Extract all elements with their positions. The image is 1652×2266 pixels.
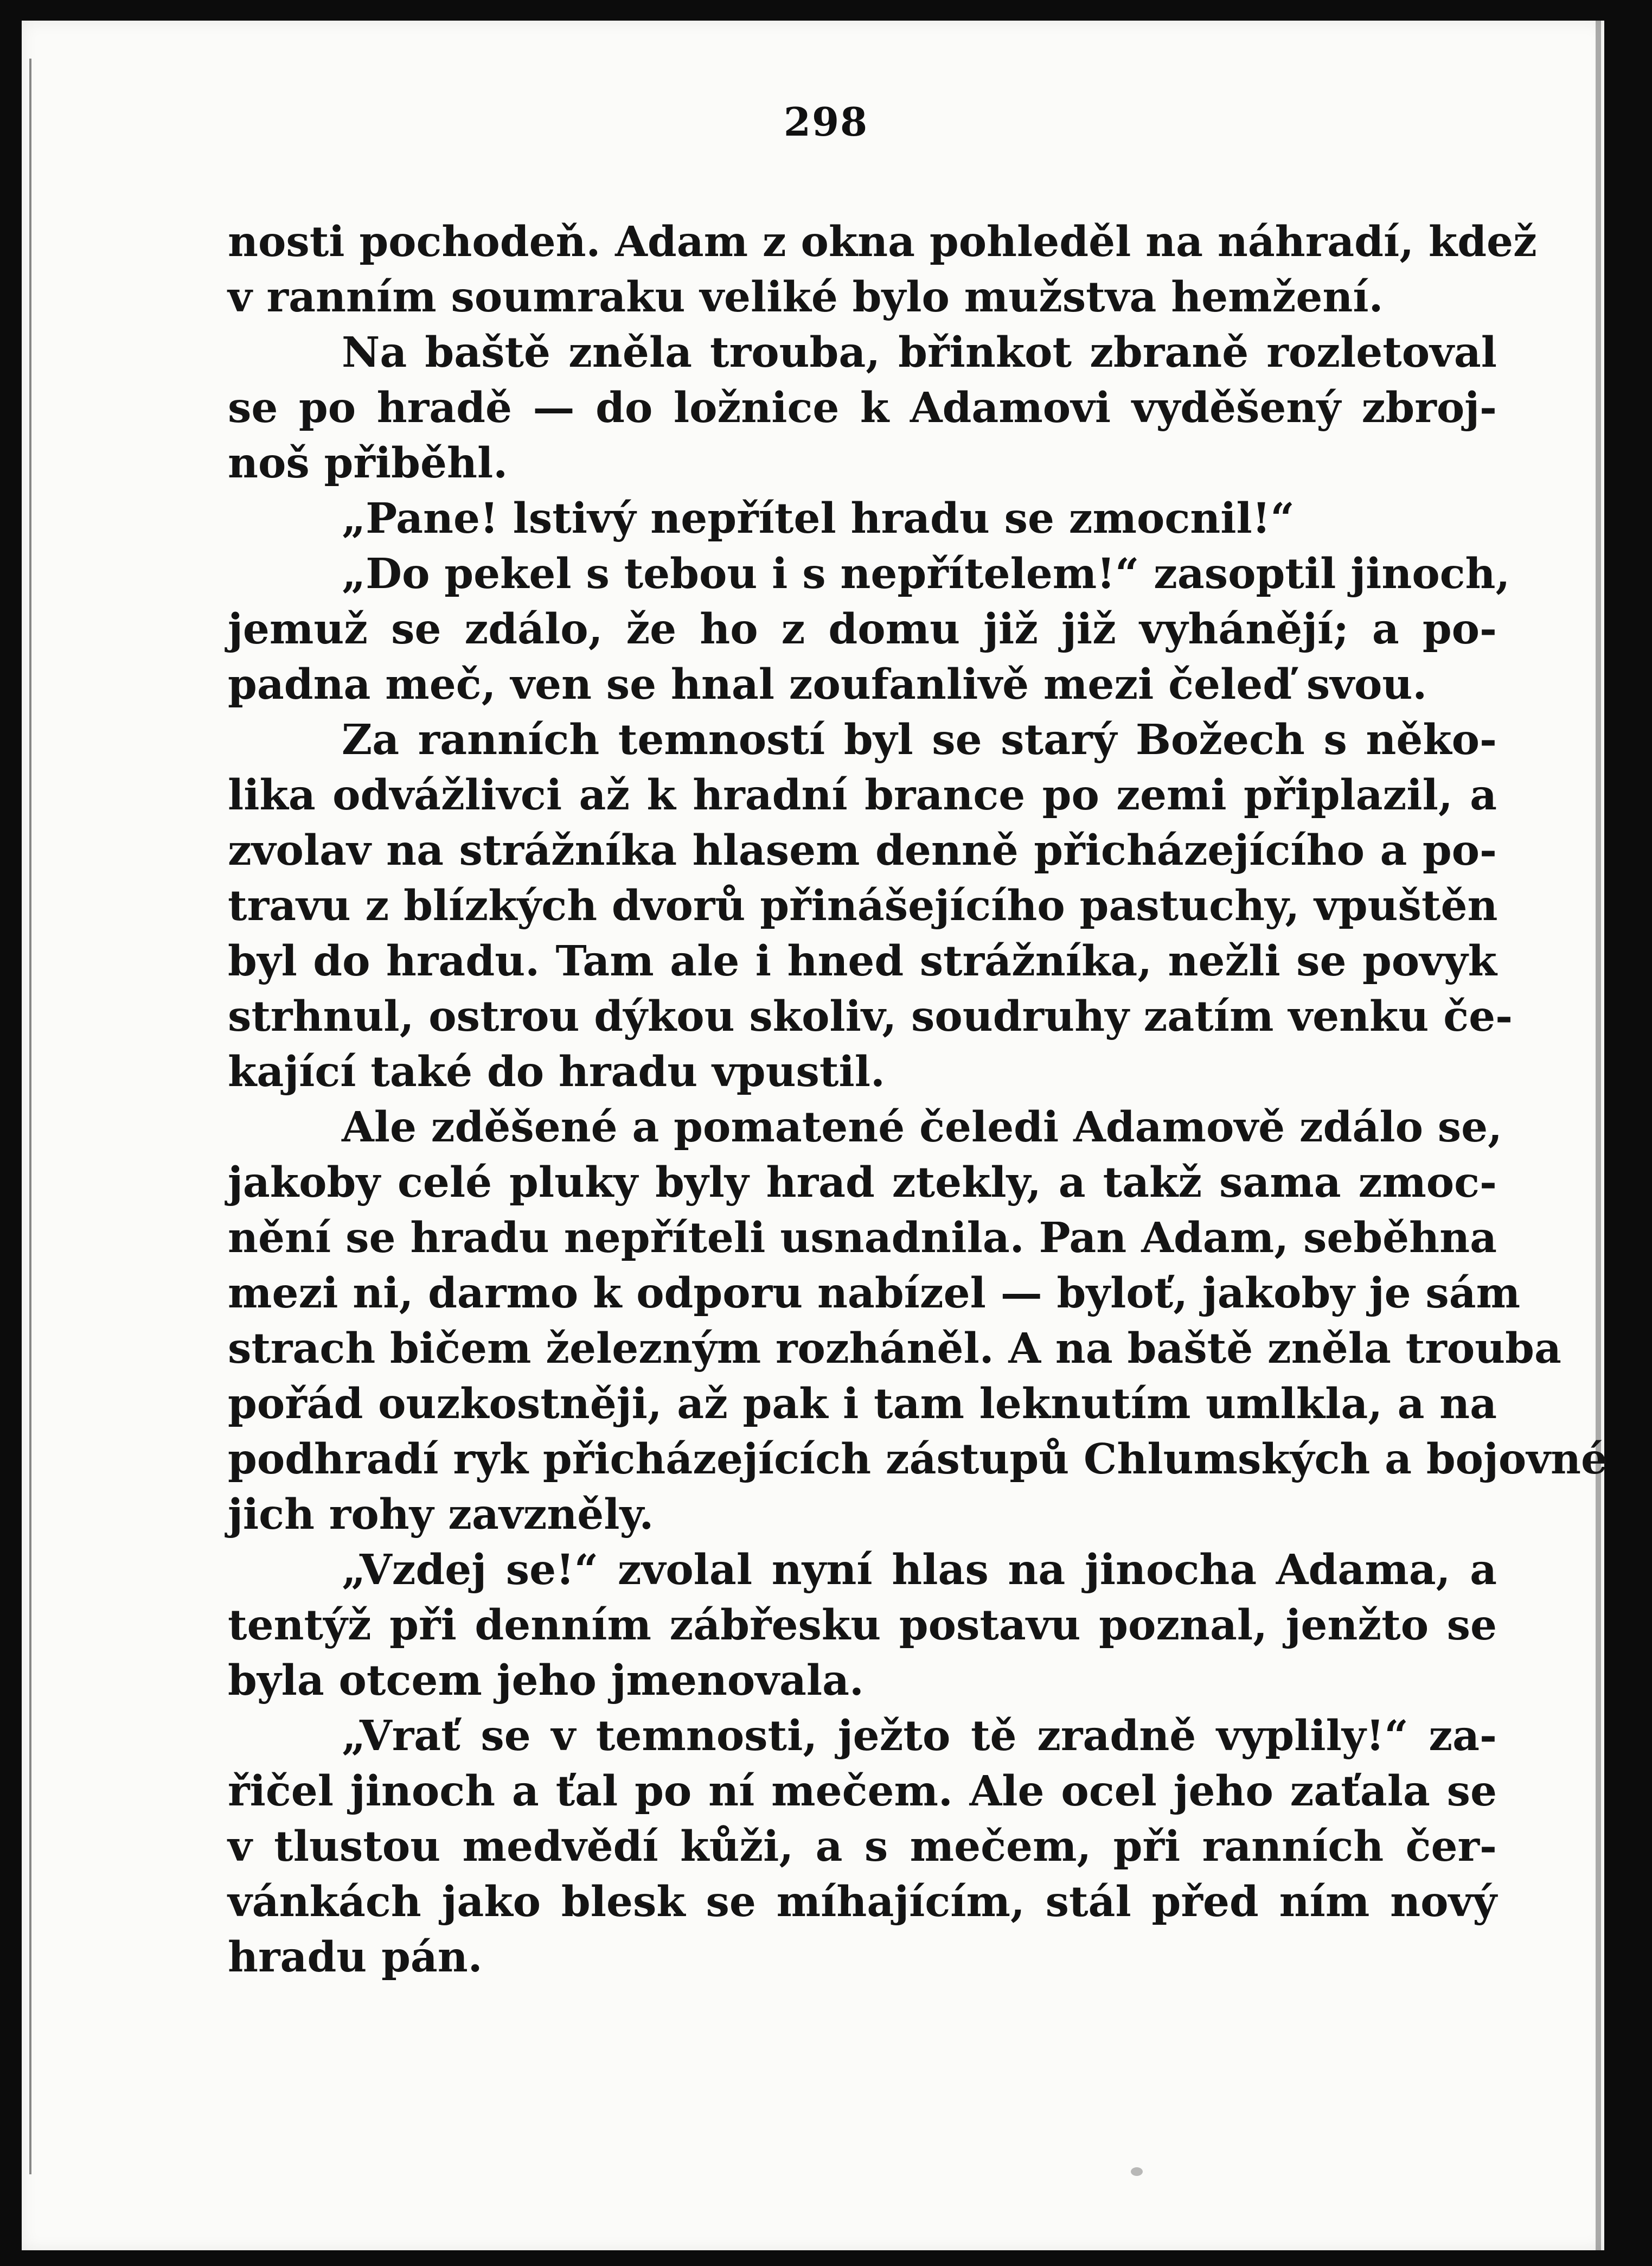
text-line: podhradí ryk přicházejících zástupů Chlumských a bojovné bbox=[228, 1435, 1608, 1484]
page-binding-edge bbox=[29, 59, 31, 2174]
text-line: byla otcem jeho jmenovala. bbox=[228, 1656, 864, 1705]
text-line: v ranním soumraku veliké bylo mužstva hemžení. bbox=[228, 273, 1384, 322]
body-text bbox=[228, 214, 1608, 1985]
text-line: řičel jinoch a ťal po ní mečem. Ale ocel jeho zaťala se bbox=[228, 1767, 1497, 1816]
text-line: mezi ni, darmo k odporu nabízel — byloť, jakoby je sám bbox=[228, 1269, 1521, 1318]
page-outer-edge bbox=[1596, 21, 1601, 2250]
text-line: byl do hradu. Tam ale i hned strážníka, nežli se povyk bbox=[228, 937, 1497, 986]
text-line: lika odvážlivci až k hradní brance po zemi připlazil, a bbox=[228, 771, 1497, 820]
text-line: zvolav na strážníka hlasem denně přicházejícího a po- bbox=[228, 826, 1497, 875]
text-line: „Vrať se v temnosti, ježto tě zradně vyplily!“ za- bbox=[342, 1712, 1497, 1760]
text-line: noš přiběhl. bbox=[228, 439, 508, 488]
text-line: nění se hradu nepříteli usnadnila. Pan Adam, seběhna bbox=[228, 1214, 1497, 1262]
text-line: Za ranních temností byl se starý Božech s něko- bbox=[342, 716, 1497, 764]
text-line: Ale zděšené a pomatené čeledi Adamově zdálo se, bbox=[342, 1103, 1502, 1152]
ink-smudge bbox=[1131, 2167, 1143, 2176]
text-line: v tlustou medvědí kůži, a s mečem, při ranních čer- bbox=[228, 1822, 1497, 1871]
text-line: strhnul, ostrou dýkou skoliv, soudruhy zatím venku če- bbox=[228, 992, 1513, 1041]
text-line: „Do pekel s tebou i s nepřítelem!“ zasoptil jinoch, bbox=[342, 550, 1510, 598]
text-line: Na baště zněla trouba, břinkot zbraně rozletoval bbox=[342, 328, 1497, 377]
text-line: „Pane! lstivý nepřítel hradu se zmocnil!“ bbox=[342, 494, 1295, 543]
text-line: padna meč, ven se hnal zoufanlivě mezi čeleď svou. bbox=[228, 660, 1427, 709]
text-line: nosti pochodeň. Adam z okna pohleděl na náhradí, kdež bbox=[228, 218, 1537, 266]
text-line: tentýž při denním zábřesku postavu poznal, jenžto se bbox=[228, 1601, 1497, 1650]
text-line: kající také do hradu vpustil. bbox=[228, 1048, 885, 1096]
text-line: jemuž se zdálo, že ho z domu již již vyhánějí; a po- bbox=[228, 605, 1497, 654]
text-line: hradu pán. bbox=[228, 1933, 483, 1982]
text-line: jakoby celé pluky byly hrad ztekly, a takž sama zmoc- bbox=[228, 1158, 1497, 1207]
text-line: strach bičem železným rozháněl. A na baště zněla trouba bbox=[228, 1324, 1561, 1373]
text-line: pořád ouzkostněji, až pak i tam leknutím umlkla, a na bbox=[228, 1380, 1497, 1428]
text-line: „Vzdej se!“ zvolal nyní hlas na jinocha Adama, a bbox=[342, 1546, 1497, 1594]
text-line: se po hradě — do ložnice k Adamovi vyděšený zbroj- bbox=[228, 384, 1497, 432]
page-number: 298 bbox=[783, 99, 869, 145]
text-line: vánkách jako blesk se míhajícím, stál před ním nový bbox=[228, 1878, 1497, 1926]
text-line: travu z blízkých dvorů přinášejícího pastuchy, vpuštěn bbox=[228, 882, 1498, 930]
text-line: jich rohy zavzněly. bbox=[228, 1490, 654, 1539]
